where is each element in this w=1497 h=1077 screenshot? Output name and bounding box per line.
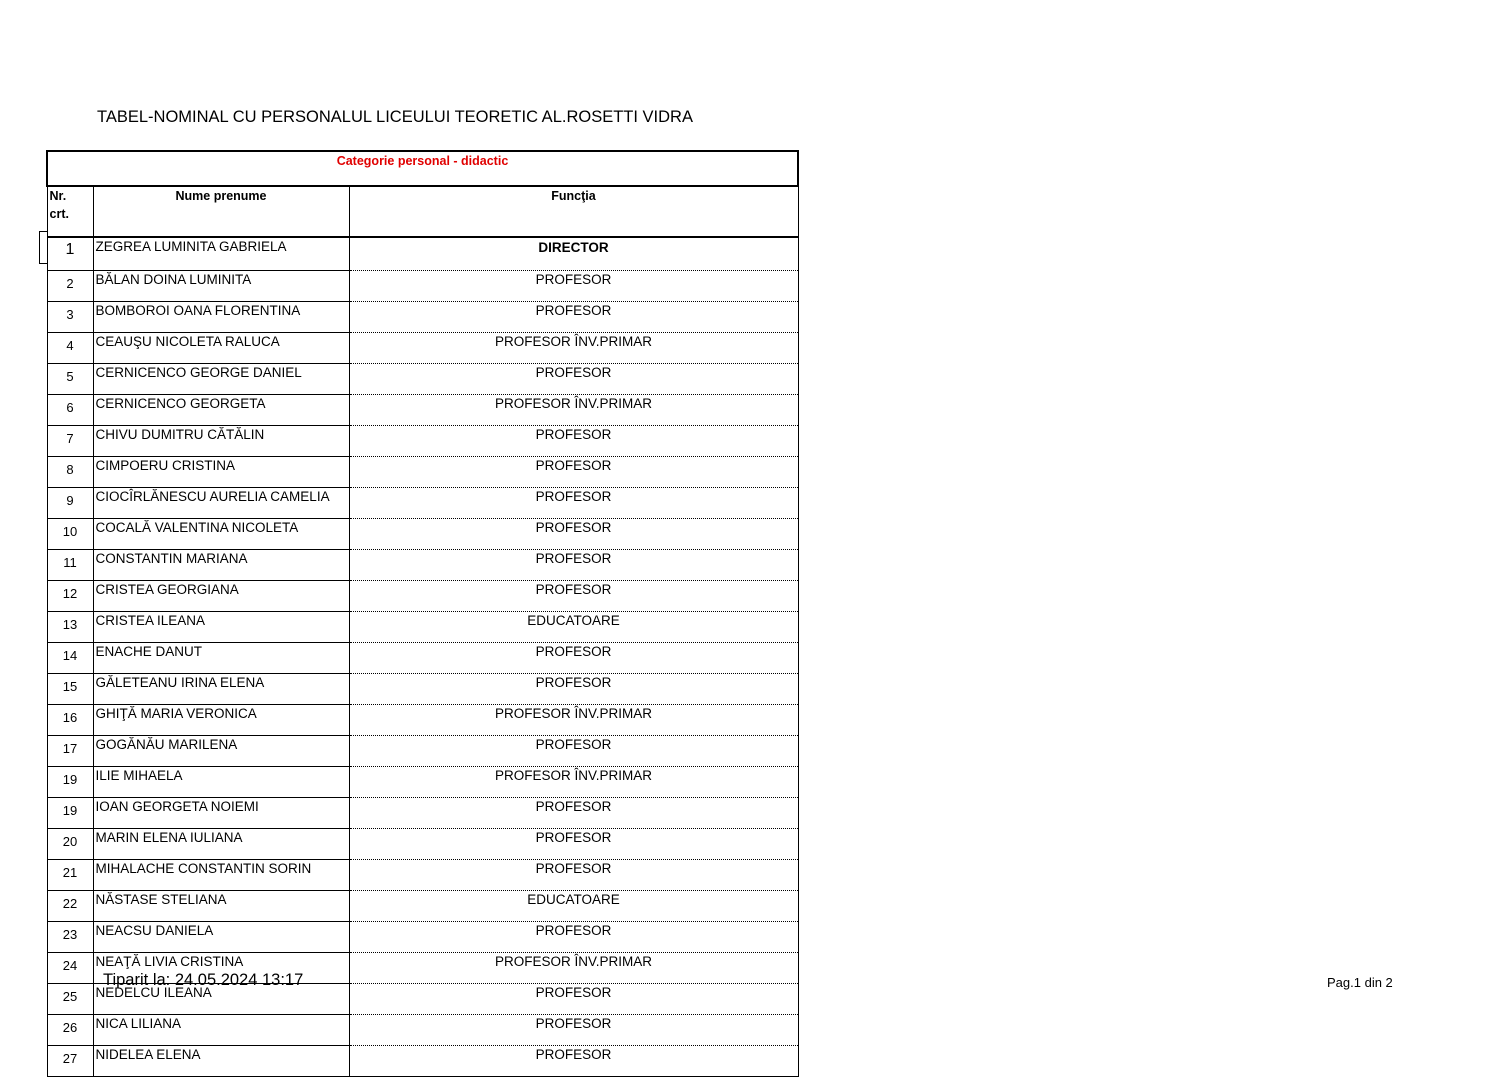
row-name: MIHALACHE CONSTANTIN SORIN — [93, 860, 349, 891]
row-name: NEACSU DANIELA — [93, 922, 349, 953]
row-function: PROFESOR — [349, 457, 798, 488]
row-number: 10 — [47, 519, 93, 550]
row-name: BĂLAN DOINA LUMINITA — [93, 271, 349, 302]
table-row — [47, 395, 798, 426]
row-function: PROFESOR — [349, 364, 798, 395]
row-number: 27 — [47, 1046, 93, 1077]
row-number: 17 — [47, 736, 93, 767]
row-number: 22 — [47, 891, 93, 922]
table-row — [47, 612, 798, 643]
table-row — [47, 674, 798, 705]
row-name: CIOCÎRLĂNESCU AURELIA CAMELIA — [93, 488, 349, 519]
row-number: 20 — [47, 829, 93, 860]
row-number: 24 — [47, 953, 93, 984]
row-function: PROFESOR — [349, 643, 798, 674]
row-name: NIDELEA ELENA — [93, 1046, 349, 1077]
row-function: PROFESOR ÎNV.PRIMAR — [349, 333, 798, 364]
row-function: PROFESOR ÎNV.PRIMAR — [349, 953, 798, 984]
row-number: 23 — [47, 922, 93, 953]
row-function: EDUCATOARE — [349, 612, 798, 643]
row-function: PROFESOR — [349, 860, 798, 891]
row-number: 5 — [47, 364, 93, 395]
row-function: PROFESOR — [349, 798, 798, 829]
row-name: CERNICENCO GEORGE DANIEL — [93, 364, 349, 395]
table-row — [47, 767, 798, 798]
row-name: ZEGREA LUMINITA GABRIELA — [93, 237, 349, 271]
row-number: 9 — [47, 488, 93, 519]
staff-table-body — [47, 151, 798, 1077]
row-function: PROFESOR — [349, 984, 798, 1015]
row-name: BOMBOROI OANA FLORENTINA — [93, 302, 349, 333]
category-row — [47, 151, 798, 186]
row-function: PROFESOR ÎNV.PRIMAR — [349, 395, 798, 426]
row-number: 13 — [47, 612, 93, 643]
row-function: PROFESOR — [349, 550, 798, 581]
staff-table — [46, 150, 799, 1077]
table-row — [47, 237, 798, 271]
row-function: PROFESOR — [349, 302, 798, 333]
row-function: DIRECTOR — [349, 237, 798, 271]
table-row — [47, 643, 798, 674]
table-row — [47, 550, 798, 581]
row-name: GĂLETEANU IRINA ELENA — [93, 674, 349, 705]
header-nr-line1: Nr. — [49, 189, 67, 203]
row-number: 1 — [47, 237, 93, 271]
row-function: PROFESOR — [349, 1046, 798, 1077]
row-function: PROFESOR — [349, 736, 798, 767]
table-row — [47, 302, 798, 333]
document-title: TABEL-NOMINAL CU PERSONALUL LICEULUI TEORETIC AL.ROSETTI VIDRA — [97, 108, 693, 126]
row-number: 25 — [47, 984, 93, 1015]
row-function: PROFESOR ÎNV.PRIMAR — [349, 767, 798, 798]
row-name: CHIVU DUMITRU CĂTĂLIN — [93, 426, 349, 457]
table-row — [47, 333, 798, 364]
row-number: 12 — [47, 581, 93, 612]
row-function: PROFESOR — [349, 674, 798, 705]
table-row — [47, 736, 798, 767]
row-name: NEDELCU ILEANA — [93, 984, 349, 1015]
row-function: PROFESOR — [349, 488, 798, 519]
row-number: 7 — [47, 426, 93, 457]
row-number: 16 — [47, 705, 93, 736]
page-number: Pag.1 din 2 — [1327, 975, 1393, 990]
row-function: PROFESOR — [349, 519, 798, 550]
table-row — [47, 1046, 798, 1077]
table-row — [47, 1015, 798, 1046]
row-function: PROFESOR — [349, 922, 798, 953]
row-number: 19 — [47, 798, 93, 829]
row-function: PROFESOR ÎNV.PRIMAR — [349, 705, 798, 736]
header-nr-line2: crt. — [49, 207, 69, 221]
row-number: 19 — [47, 767, 93, 798]
row-name: ILIE MIHAELA — [93, 767, 349, 798]
table-row — [47, 519, 798, 550]
table-row — [47, 829, 798, 860]
row-name: NEAŢĂ LIVIA CRISTINA — [93, 953, 349, 984]
header-function: Funcţia — [349, 186, 798, 237]
row-name: CERNICENCO GEORGETA — [93, 395, 349, 426]
table-row — [47, 364, 798, 395]
row-number: 2 — [47, 271, 93, 302]
row-name: IOAN GEORGETA NOIEMI — [93, 798, 349, 829]
row-number: 8 — [47, 457, 93, 488]
row-number: 3 — [47, 302, 93, 333]
row-name: GOGĂNĂU MARILENA — [93, 736, 349, 767]
row-name: GHIŢĂ MARIA VERONICA — [93, 705, 349, 736]
row-function: PROFESOR — [349, 829, 798, 860]
row-function: PROFESOR — [349, 271, 798, 302]
table-row — [47, 705, 798, 736]
row-name: ENACHE DANUT — [93, 643, 349, 674]
table-row — [47, 488, 798, 519]
row-number: 11 — [47, 550, 93, 581]
row-function: PROFESOR — [349, 1015, 798, 1046]
row-name: CONSTANTIN MARIANA — [93, 550, 349, 581]
header-name: Nume prenume — [93, 186, 349, 237]
header-nr — [47, 186, 93, 237]
row-name: CEAUŞU NICOLETA RALUCA — [93, 333, 349, 364]
table-row — [47, 922, 798, 953]
table-row — [47, 271, 798, 302]
printed-timestamp: Tiparit la: 24.05.2024 13:17 — [103, 971, 304, 989]
row-name: CRISTEA GEORGIANA — [93, 581, 349, 612]
row-number: 6 — [47, 395, 93, 426]
row-number: 4 — [47, 333, 93, 364]
row-name: CRISTEA ILEANA — [93, 612, 349, 643]
row-name: MARIN ELENA IULIANA — [93, 829, 349, 860]
row-number: 21 — [47, 860, 93, 891]
row-name: NICA LILIANA — [93, 1015, 349, 1046]
row-name: NĂSTASE STELIANA — [93, 891, 349, 922]
table-row — [47, 581, 798, 612]
table-row — [47, 798, 798, 829]
table-row — [47, 426, 798, 457]
row-name: COCALĂ VALENTINA NICOLETA — [93, 519, 349, 550]
row-number: 15 — [47, 674, 93, 705]
table-row — [47, 860, 798, 891]
row-number: 26 — [47, 1015, 93, 1046]
row-function: PROFESOR — [349, 426, 798, 457]
row-number: 14 — [47, 643, 93, 674]
row-function: EDUCATOARE — [349, 891, 798, 922]
header-row — [47, 186, 798, 237]
row-function: PROFESOR — [349, 581, 798, 612]
category-label: Categorie personal - didactic — [47, 151, 798, 186]
row-name: CIMPOERU CRISTINA — [93, 457, 349, 488]
table-row — [47, 457, 798, 488]
table-row — [47, 891, 798, 922]
